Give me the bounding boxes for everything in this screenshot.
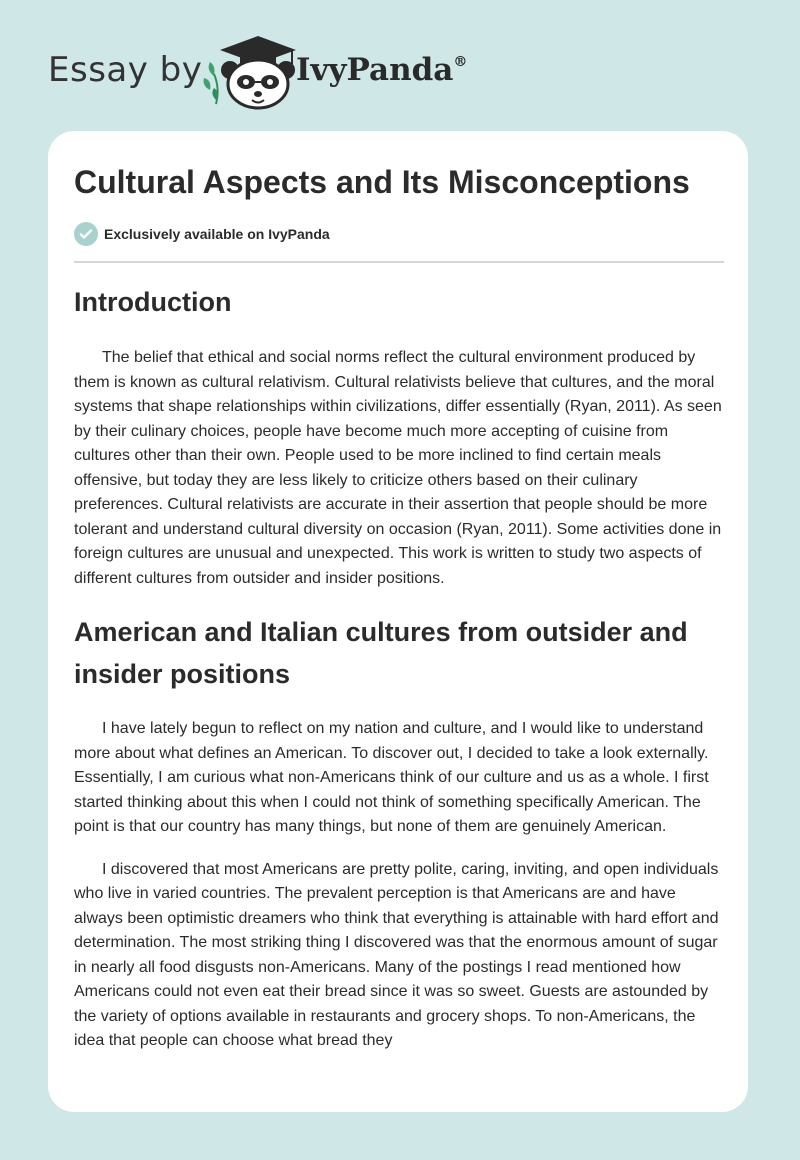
site-header [0, 0, 800, 130]
exclusive-badge-label: Exclusively available on IvyPanda [104, 226, 330, 242]
essay-body [74, 281, 724, 1054]
check-icon [74, 222, 98, 246]
page-title: Cultural Aspects and Its Misconceptions [74, 164, 690, 200]
essay-by-label: Essay by [48, 50, 203, 90]
brand-name[interactable] [296, 52, 467, 88]
paragraph: I have lately begun to reflect on my nation and culture, and I would like to understand more about what defines an American. To discover out, I decided to take a look externally. Essentially, I am curious what non-Americans think of our culture and us as a whole. I first started thinking about this when I could not think of something specifically American. The point is that our country has many things, but none of them are genuinely American. [74, 720, 709, 835]
essay-card [48, 131, 748, 1112]
ivypanda-logo-icon[interactable] [200, 34, 300, 110]
brand-text: IvyPanda [296, 52, 454, 88]
exclusive-badge [74, 222, 330, 246]
trademark-symbol: ® [453, 54, 468, 70]
paragraph: The belief that ethical and social norms reflect the cultural environment produced by them is known as cultural relativism. Cultural relativists believe that cultures, and the moral systems that shape relationships within civilizations, differ essentially (Ryan, 2011). As seen by their culinary choices, people have become much more accepting of cuisine from cultures other than their own. People used to be more inclined to find certain meals offensive, but today they are less likely to criticize others based on their culinary preferences. Cultural relativists are accurate in their assertion that people should be more tolerant and understand cultural diversity on occasion (Ryan, 2011). Some activities done in foreign cultures are unusual and unexpected. This work is written to study two aspects of different cultures from outsider and insider positions. [74, 349, 722, 587]
section-heading-american-italian: American and Italian cultures from outsider and insider positions [74, 617, 688, 689]
section-heading-introduction: Introduction [74, 287, 232, 317]
title-divider [74, 261, 724, 263]
paragraph: I discovered that most Americans are pretty polite, caring, inviting, and open individuals who live in varied countries. The prevalent perception is that Americans are and have always been optimistic dreamers who think that everything is attainable with hard effort and determination. The most striking thing I discovered was that the enormous amount of sugar in nearly all food disgusts non-Americans. Many of the postings I read mentioned how Americans could not even eat their bread since it was so sweet. Guests are astounded by the variety of options available in restaurants and grocery shops. To non-Americans, the idea that people can choose what bread they [74, 860, 719, 1049]
